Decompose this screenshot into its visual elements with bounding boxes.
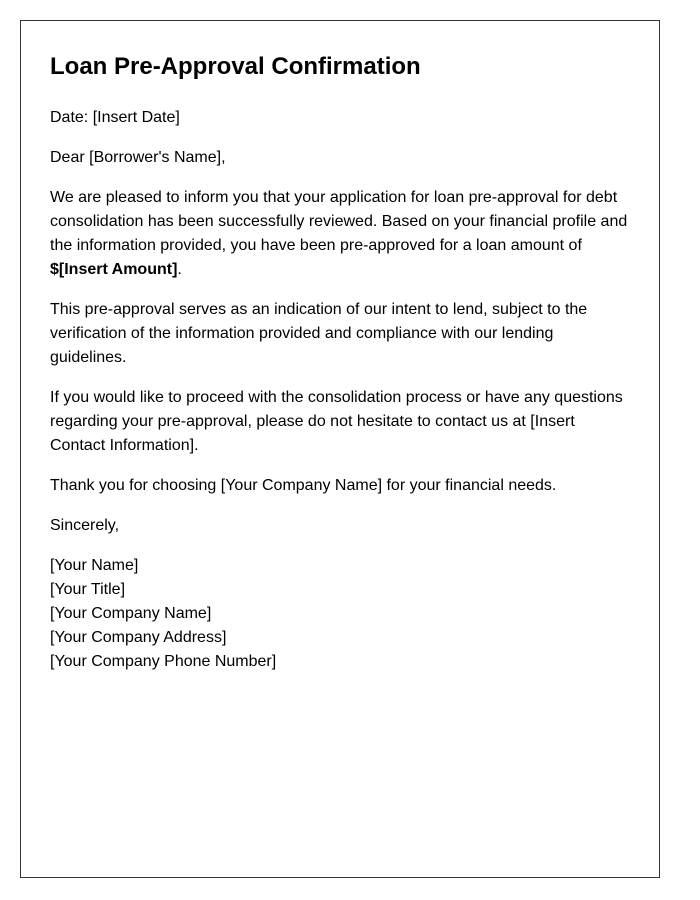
closing: Sincerely, [50,517,120,534]
paragraph-approval-text: We are pleased to inform you that your application for loan pre-approval for debt consolidation has been successfully reviewed. Based on your financial profile and the information provided, you have been pre-approved for a loan amount of [50,189,628,254]
loan-amount: $[Insert Amount] [50,261,178,278]
signature-title: [Your Title] [50,581,126,598]
signature-phone: [Your Company Phone Number] [50,653,277,670]
greeting: Dear [Borrower's Name], [50,149,226,166]
signature-block [50,554,631,674]
signature-company: [Your Company Name] [50,605,212,622]
date-line: Date: [Insert Date] [50,109,180,126]
letter-container [20,20,660,878]
paragraph-approval [50,186,631,282]
paragraph-contact: If you would like to proceed with the consolidation process or have any questions regarding your pre-approval, please do not hesitate to contact us at [Insert Contact Information]. [50,389,623,454]
signature-address: [Your Company Address] [50,629,227,646]
paragraph-approval-end: . [177,261,182,278]
letter-title: Loan Pre-Approval Confirmation [50,53,421,80]
signature-name: [Your Name] [50,557,139,574]
paragraph-intent: This pre-approval serves as an indication of our intent to lend, subject to the verification of the information provided and compliance with our lending guidelines. [50,301,588,366]
paragraph-thanks: Thank you for choosing [Your Company Name] for your financial needs. [50,477,557,494]
